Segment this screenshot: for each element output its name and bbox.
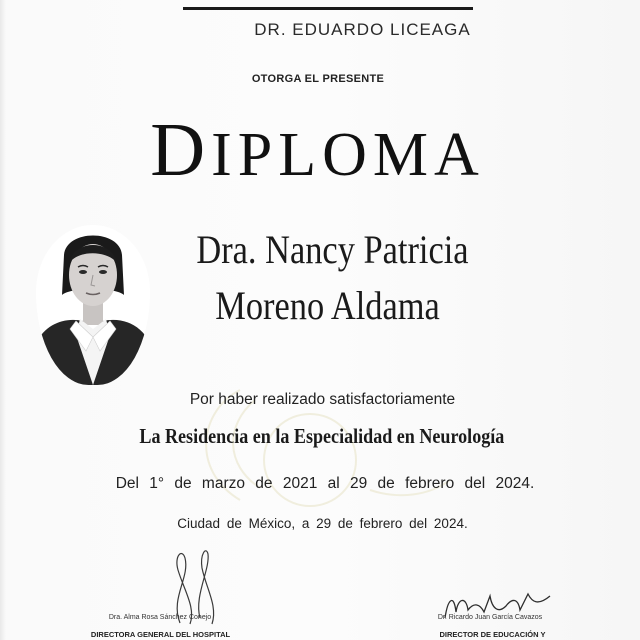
place-date-text: Ciudad de México, a 29 de febrero del 2024. (177, 516, 468, 531)
right-signatory-name: Dr. Ricardo Juan García Cavazos (437, 614, 543, 621)
diploma-title-initial: D (150, 108, 212, 192)
hospital-name: DR. EDUARDO LICEAGA (254, 20, 471, 39)
grant-text: OTORGA EL PRESENTE (251, 73, 385, 85)
left-signatory-title: DIRECTORA GENERAL DEL HOSPITAL (90, 630, 231, 639)
top-rule (183, 7, 473, 10)
right-signatory-title: DIRECTOR DE EDUCACIÓN Y (439, 630, 546, 639)
reason-text: Por haber realizado satisfactoriamente (189, 391, 456, 408)
period-text: Del 1° de marzo de 2021 al 29 de febrero del 2024. (115, 475, 535, 492)
recipient-name (196, 222, 469, 334)
diploma-title (120, 110, 515, 195)
left-signatory-name: Dra. Alma Rosa Sánchez Conejo (108, 614, 212, 621)
recipient-name-line2: Moreno Aldama (215, 283, 440, 328)
recipient-name-line1: Dra. Nancy Patricia (196, 227, 469, 272)
diploma-title-rest: IPLOMA (211, 121, 485, 189)
specialty-text: La Residencia en la Especialidad en Neurología (139, 424, 505, 448)
recipient-photo (36, 225, 150, 385)
